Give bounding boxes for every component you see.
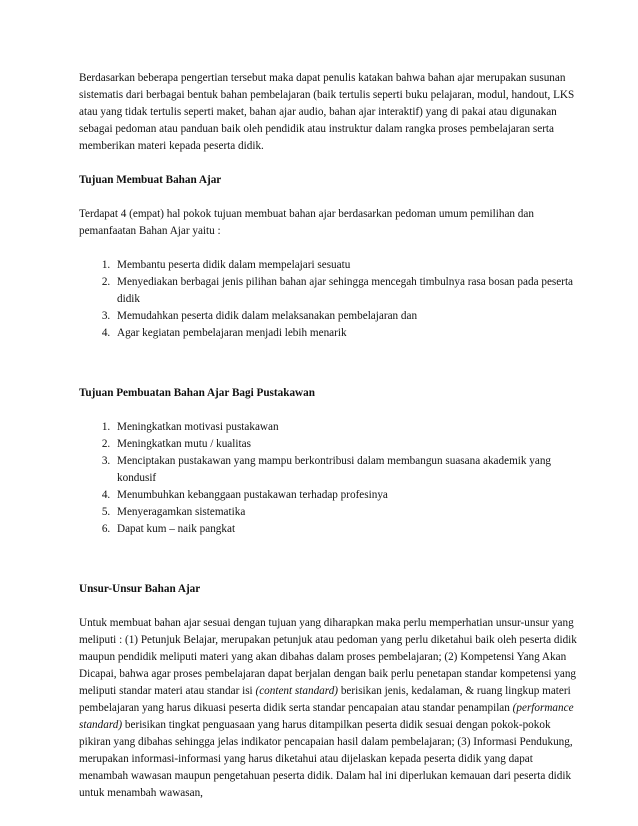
list-item: 6. Dapat kum – naik pangkat (113, 521, 578, 538)
tujuan-membuat-list (79, 257, 578, 342)
list-item: 5. Menyeragamkan sistematika (113, 504, 578, 521)
unsur-paragraph (79, 615, 578, 802)
performance-standard-term: (performance standard) (79, 702, 574, 731)
content-standard-term: (content standard) (255, 685, 339, 697)
list-item: 3. Menciptakan pustakawan yang mampu berkontribusi dalam membangun suasana akademik yang kondusif (113, 453, 578, 487)
list-item: 4. Agar kegiatan pembelajaran menjadi lebih menarik (113, 325, 578, 342)
list-item: 3. Memudahkan peserta didik dalam melaksanakan pembelajaran dan (113, 308, 578, 325)
section-heading-pustakawan: Tujuan Pembuatan Bahan Ajar Bagi Pustakawan (79, 387, 315, 399)
list-item: 1. Membantu peserta didik dalam mempelajari sesuatu (113, 257, 578, 274)
list-item: 2. Meningkatkan mutu / kualitas (113, 436, 578, 453)
list-item: 2. Menyediakan berbagai jenis pilihan bahan ajar sehingga mencegah timbulnya rasa bosan pada peserta didik (113, 274, 578, 308)
section-lead-paragraph: Terdapat 4 (empat) hal pokok tujuan membuat bahan ajar berdasarkan pedoman umum pemilihan dan pemanfaatan Bahan Ajar yaitu : (79, 208, 534, 237)
section-heading-unsur: Unsur-Unsur Bahan Ajar (79, 583, 201, 595)
unsur-text-b: berisikan jenis, kedalaman, & ruang lingkup materi pembelajaran yang harus dikuasi peserta didik serta standar pencapaian atau standar penampilan (79, 685, 571, 714)
intro-paragraph: Berdasarkan beberapa pengertian tersebut maka dapat penulis katakan bahwa bahan ajar merupakan susunan sistematis dari berbagai bentuk bahan pembelajaran (baik tertulis seperti buku pelajaran, modul, handout, LKS atau yang tidak tertulis seperti maket, bahan ajar audio, bahan ajar interaktif) yang di pakai atau digunakan sebagai pedoman atau panduan baik oleh pendidik atau instruktur dalam rangka proses pembelajaran serta memberikan materi kepada peserta didik. (79, 72, 575, 152)
unsur-text-a: Untuk membuat bahan ajar sesuai dengan tujuan yang diharapkan maka perlu memperhatian unsur-unsur yang meliputi : (1) Petunjuk Belajar, merupakan petunjuk atau pedoman yang perlu diketahui baik oleh peserta didik maupun pendidik meliputi materi yang akan dibahas dalam proses pembelajaran; (2) Kompetensi Yang Akan Dicapai, bahwa agar proses pembelajaran dapat berjalan dengan baik perlu penetapan standar kompetensi yang meliputi standar materi atau standar isi (79, 617, 577, 697)
pustakawan-list (79, 419, 578, 538)
unsur-text-c: berisikan tingkat penguasaan yang harus ditampilkan peserta didik sesuai dengan pokok-pokok pikiran yang dibahas sehingga jelas indikator pencapaian hasil dalam pembelajaran; (3) Informasi Pendukung, merupakan informasi-informasi yang harus diketahui atau dijelaskan kepada peserta didik yang dapat menambah wawasan maupun pengetahuan peserta didik. Dalam hal ini diperlukan kemauan dari peserta didik untuk menambah wawasan, (79, 719, 573, 799)
list-item: 4. Menumbuhkan kebanggaan pustakawan terhadap profesinya (113, 487, 578, 504)
section-heading-tujuan-membuat: Tujuan Membuat Bahan Ajar (79, 174, 222, 186)
list-item: 1. Meningkatkan motivasi pustakawan (113, 419, 578, 436)
